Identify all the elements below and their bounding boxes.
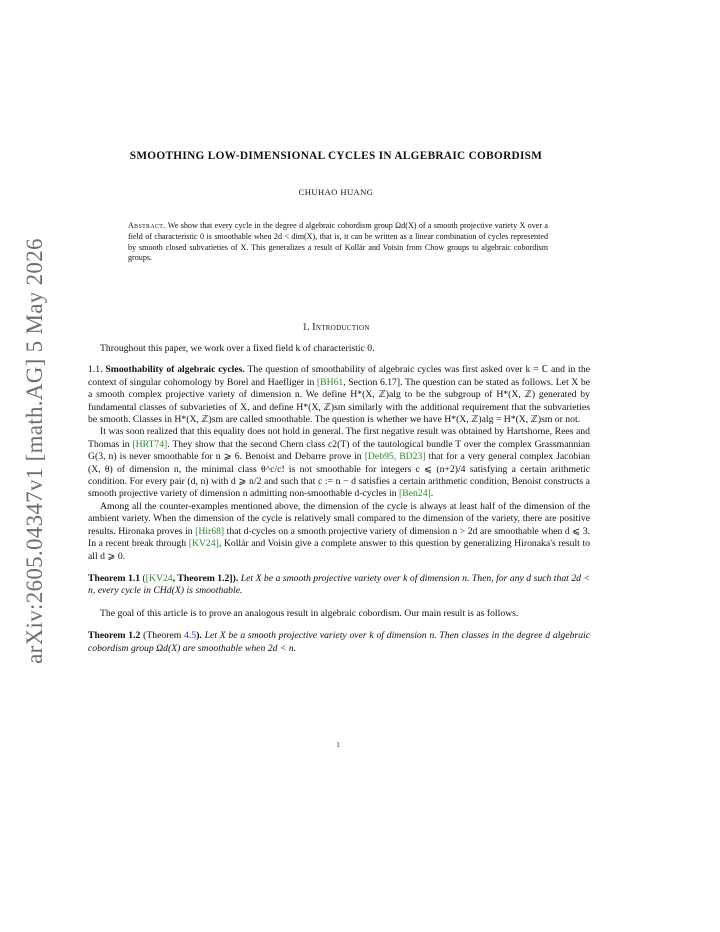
theorem-label: Theorem 1.1 (88, 572, 141, 584)
paragraph: Throughout this paper, we work over a fixed field k of characteristic 0. (100, 343, 375, 354)
body-text (88, 343, 590, 655)
citation-link[interactable]: [KV24] (188, 538, 219, 550)
page-number: 1 (336, 741, 340, 749)
subsection-heading: Smoothability of algebraic cycles. (105, 364, 245, 376)
theorem-label: Theorem 1.2 (88, 630, 141, 642)
abstract-text: We show that every cycle in the degree d algebraic cobordism group Ωd(X) of a smooth projective variety X over a field of characteristic 0 is smoothable when 2d < dim(X), that is, it can be written as a linear combination of cycles represented by smooth closed subvarieties of X. This generalizes a result of Kollár and Voisin from Chow groups to algebraic cobordism groups. (128, 221, 548, 263)
citation-link[interactable]: [HRT74] (132, 438, 168, 450)
abstract (128, 221, 548, 264)
section-heading (80, 322, 592, 333)
paragraph: It was soon realized that this equality does not hold in general. The first negative result was obtained by Hartshorne, Rees and Thomas in [HRT74]. They show that the second Chern class c2(T) of the tautological bundle T over the complex Grassmannian G(3, n) is never smoothable for n ⩾ 6. Benoist and Debarre prove in [Deb95, BD23] that for a very general complex Jacobian (X, θ) of dimension n, the minimal class θ^c/c! is not smoothable for integers c ⩽ (n+2)/4 satisfying a certain arithmetic condition. For every pair (d, n) with d ⩾ n/2 and such that c := n − d satisfies a certain arithmetic condition, Benoist constructs a smooth projective variety of dimension n admitting non-smoothable d-cycles in [Ben24]. (88, 426, 591, 500)
paragraph: Among all the counter-examples mentioned above, the dimension of the cycle is always at least half of the dimension of the ambient variety. When the dimension of the cycle is relatively small compared to the dimension of the variety, there are positive results. Hironaka proves in [Hir68] that d-cycles on a smooth projective variety of dimension n > 2d are smoothable when d ⩽ 3. In a recent break through [KV24], Kollár and Voisin give a complete answer to this question by generalizing Hironaka's result to all d ⩾ 0. (88, 500, 591, 562)
paragraph: 1.1. Smoothability of algebraic cycles. The question of smoothability of algebraic cycles was first asked over k = ℂ and in the context of singular cohomology by Borel and Haefliger in [BH61, Section 6.17]. The question can be stated as follows. Let X be a smooth complex projective variety of dimension n. We define H*(X, ℤ)alg to be the subgroup of H*(X, ℤ) generated by fundamental classes of subvarieties of X, and define H*(X, ℤ)sm similarly with the additional requirement that the subvarieties be smooth. Classes in H*(X, ℤ)sm are called smoothable. The question is whether we have H*(X, ℤ)alg = H*(X, ℤ)sm or not. (88, 364, 591, 426)
citation-link[interactable]: [BH61 (316, 376, 344, 388)
theorem-statement: Theorem 1.1 ([KV24, Theorem 1.2]). Let X be a smooth projective variety over k of dimension n. Then, for any d such that 2d < n, every cycle in CHd(X) is smoothable. (88, 572, 590, 597)
section-title: Introduction (312, 322, 370, 333)
citation-link[interactable]: [Deb95, BD23] (364, 451, 426, 463)
citation-link[interactable]: [Ben24] (399, 488, 431, 500)
paper-author: CHUHAO HUANG (298, 187, 374, 197)
theorem-text: Let X be a smooth projective variety over k of dimension n. Then classes in the degree d algebraic cobordism group Ωd(X) are smoothable when 2d < n. (88, 630, 591, 654)
paper-title: SMOOTHING LOW-DIMENSIONAL CYCLES IN ALGEBRAIC COBORDISM (129, 150, 543, 162)
citation-link[interactable]: [KV24 (145, 572, 173, 584)
arxiv-identifier-text: arXiv:2605.04347v1 [math.AG] 5 May 2026 (22, 238, 47, 664)
paragraph: The goal of this article is to prove an analogous result in algebraic cobordism. Our main result is as follows. (100, 607, 519, 619)
abstract-label: Abstract. (128, 221, 166, 230)
theorem-statement: Theorem 1.2 (Theorem 4.5). Let X be a smooth projective variety over k of dimension n. Then classes in the degree d algebraic cobordism group Ωd(X) are smoothable when 2d < n. (88, 630, 591, 654)
theorem-text: Let X be a smooth projective variety over k of dimension n. Then, for any d such that 2d < n, every cycle in CHd(X) is smoothable. (88, 572, 590, 597)
citation-link[interactable]: [Hir68] (195, 525, 225, 537)
theorem-reference-link[interactable]: 4.5 (184, 630, 197, 642)
section-number: 1. (302, 322, 310, 333)
arxiv-identifier (22, 238, 48, 664)
